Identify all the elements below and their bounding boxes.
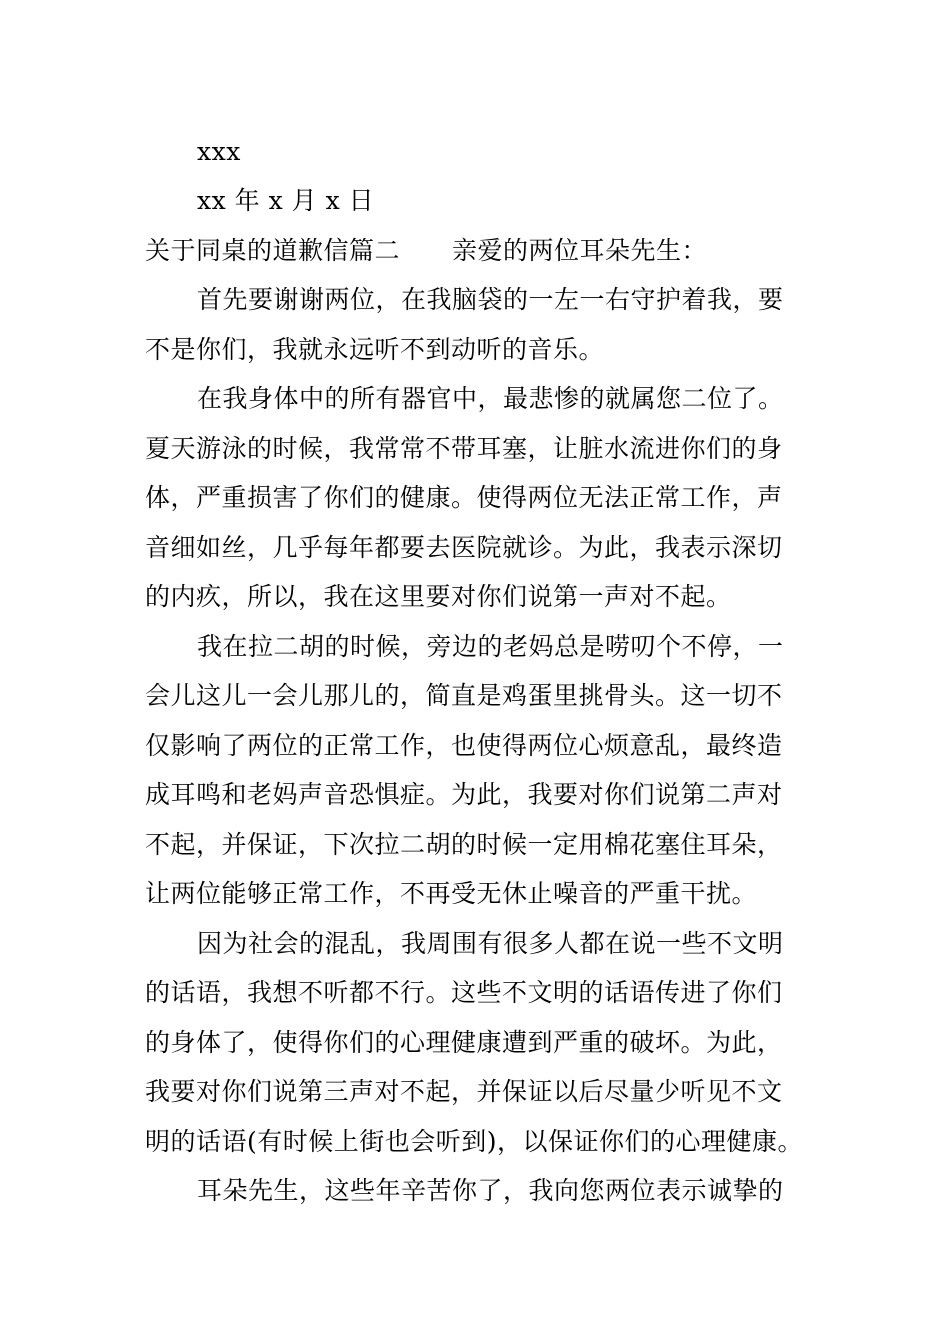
paragraph-1-line-1: 首先要谢谢两位，在我脑袋的一左一右守护着我，要 xyxy=(197,285,784,314)
paragraph-2-line-3: 体，严重损害了你们的健康。使得两位无法正常工作，声 xyxy=(145,483,783,512)
paragraph-3-line-4: 成耳鸣和老妈声音恐惧症。为此，我要对你们说第二声对 xyxy=(145,780,783,809)
paragraph-2-line-4: 音细如丝，几乎每年都要去医院就诊。为此，我表示深切 xyxy=(145,533,783,562)
paragraph-5-line-1: 耳朵先生，这些年辛苦你了，我向您两位表示诚挚的 xyxy=(197,1176,784,1205)
paragraph-4-line-4: 我要对你们说第三声对不起，并保证以后尽量少听见不文 xyxy=(145,1077,783,1106)
paragraph-4-line-2: 的话语，我想不听都不行。这些不文明的话语传进了你们 xyxy=(145,978,783,1007)
signature-date: xx 年 x 月 x 日 xyxy=(197,186,375,215)
paragraph-4-line-3: 的身体了，使得你们的心理健康遭到严重的破坏。为此， xyxy=(145,1028,783,1057)
paragraph-4-line-1: 因为社会的混乱，我周围有很多人都在说一些不文明 xyxy=(197,929,784,958)
paragraph-3-line-5: 不起，并保证，下次拉二胡的时候一定用棉花塞住耳朵， xyxy=(145,830,783,859)
paragraph-3-line-2: 会儿这儿一会儿那儿的，简直是鸡蛋里挑骨头。这一切不 xyxy=(145,681,783,710)
letter-heading-line xyxy=(145,236,707,266)
paragraph-3-line-1: 我在拉二胡的时候，旁边的老妈总是唠叨个不停，一 xyxy=(197,632,784,661)
paragraph-2-line-2: 夏天游泳的时候，我常常不带耳塞，让脏水流进你们的身 xyxy=(145,434,783,463)
paragraph-1-line-2: 不是你们，我就永远听不到动听的音乐。 xyxy=(145,335,605,364)
signature-name: xxx xyxy=(197,137,241,166)
paragraph-4-line-5: 明的话语(有时候上街也会听到)，以保证你们的心理健康。 xyxy=(145,1127,804,1156)
paragraph-2-line-5: 的内疚，所以，我在这里要对你们说第一声对不起。 xyxy=(145,582,732,611)
letter-heading: 关于同桌的道歉信篇二 xyxy=(145,236,401,265)
paragraph-2-line-1: 在我身体中的所有器官中，最悲惨的就属您二位了。 xyxy=(197,384,784,413)
paragraph-3-line-6: 让两位能够正常工作，不再受无休止噪音的严重干扰。 xyxy=(145,879,758,908)
paragraph-3-line-3: 仅影响了两位的正常工作，也使得两位心烦意乱，最终造 xyxy=(145,731,783,760)
letter-salutation: 亲爱的两位耳朵先生： xyxy=(452,236,708,265)
